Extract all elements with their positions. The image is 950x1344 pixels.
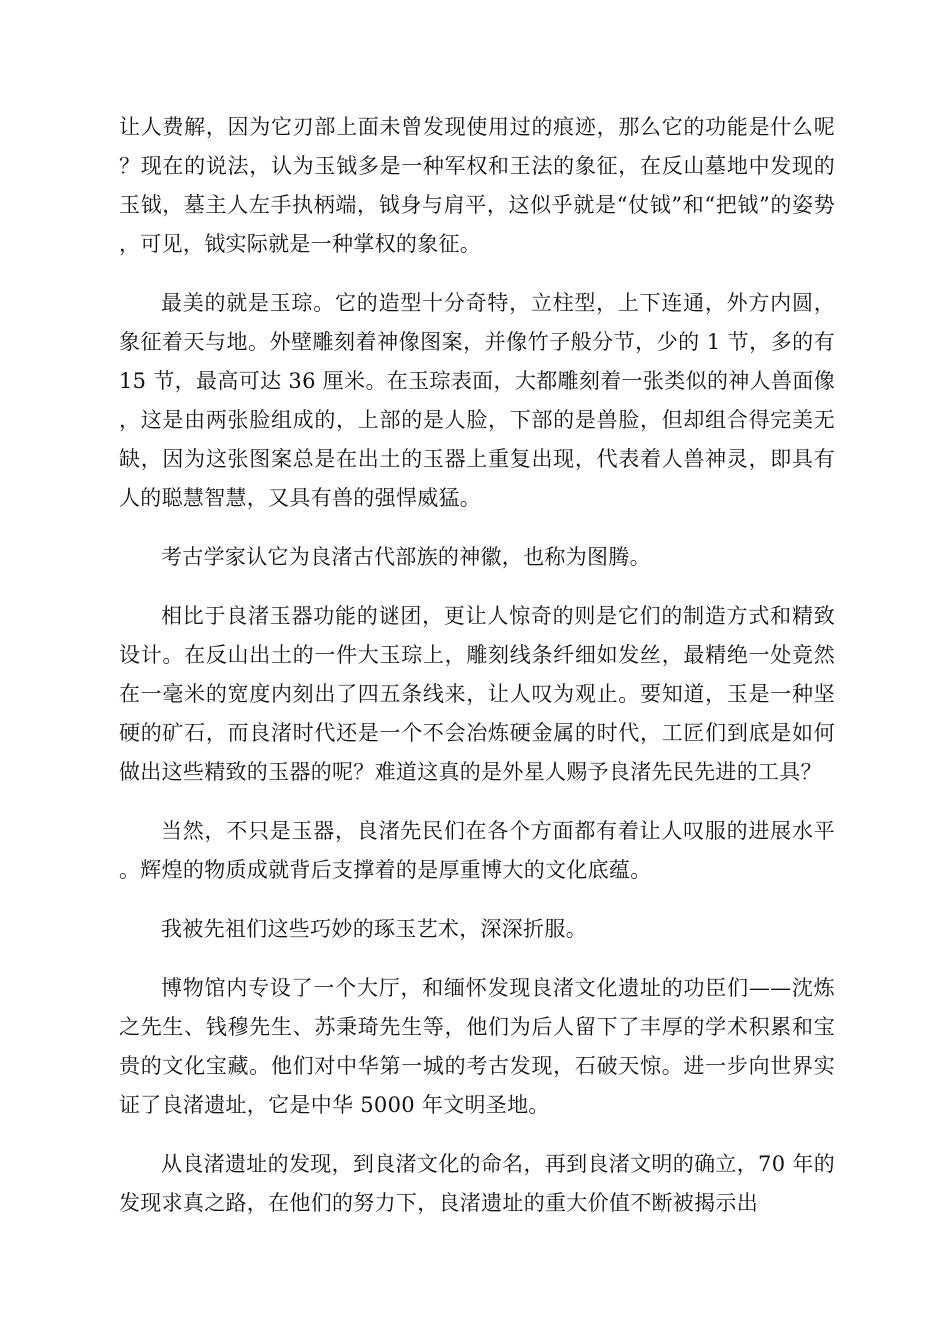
paragraph-yu-cong: 最美的就是玉琮。它的造型十分奇特，立柱型，上下连通，外方内圆，象征着天与地。外壁雕刻着神像图案，并像竹子般分节，少的 1 节，多的有 15 节，最高可达 36 厘米。在玉琮表面，大都雕刻着一张类似的神人兽面像，这是由两张脸组成的，上部的是人脸，下部的是兽脸，但却组合得完美无缺，因为这张图案总是在出土的玉器上重复出现，代表着人兽神灵，即具有人的聪慧智慧，又具有兽的强悍威猛。 (119, 291, 835, 510)
paragraph-discovery-path: 从良渚遗址的发现，到良渚文化的命名，再到良渚文明的确立，70 年的发现求真之路，在他们的努力下，良渚遗址的重大价值不断被揭示出 (119, 1152, 835, 1215)
document-body (119, 108, 835, 1243)
paragraph-culture: 当然，不只是玉器，良渚先民们在各个方面都有着让人叹服的进展水平。辉煌的物质成就背后支撑着的是厚重博大的文化底蕴。 (119, 819, 835, 882)
paragraph-totem: 考古学家认它为良渚古代部族的神徽，也称为图腾。 (161, 545, 651, 569)
paragraph-craftsmanship: 相比于良渚玉器功能的谜团，更让人惊奇的则是它们的制造方式和精致设计。在反山出土的一件大玉琮上，雕刻线条纤细如发丝，最精绝一处竟然在一毫米的宽度内刻出了四五条线来，让人叹为观止。要知道，玉是一种坚硬的矿石，而良渚时代还是一个不会冶炼硬金属的时代，工匠们到底是如何做出这些精致的玉器的呢？难道这真的是外星人赐予良渚先民先进的工具？ (119, 604, 835, 784)
paragraph-yue-function: 让人费解，因为它刃部上面未曾发现使用过的痕迹，那么它的功能是什么呢？现在的说法，认为玉钺多是一种军权和王法的象征，在反山墓地中发现的玉钺，墓主人左手执柄端，钺身与肩平，这似乎就是“仗钺”和“把钺”的姿势，可见，钺实际就是一种掌权的象征。 (119, 115, 835, 256)
paragraph-museum-hall: 博物馆内专设了一个大厅，和缅怀发现良渚文化遗址的功臣们——沈炼之先生、钱穆先生、苏秉琦先生等，他们为后人留下了丰厚的学术积累和宝贵的文化宝藏。他们对中华第一城的考古发现，石破天惊。进一步向世界实证了良渚遗址，它是中华 5000 年文明圣地。 (119, 976, 835, 1117)
paragraph-admiration: 我被先祖们这些巧妙的琢玉艺术，深深折服。 (161, 917, 587, 941)
